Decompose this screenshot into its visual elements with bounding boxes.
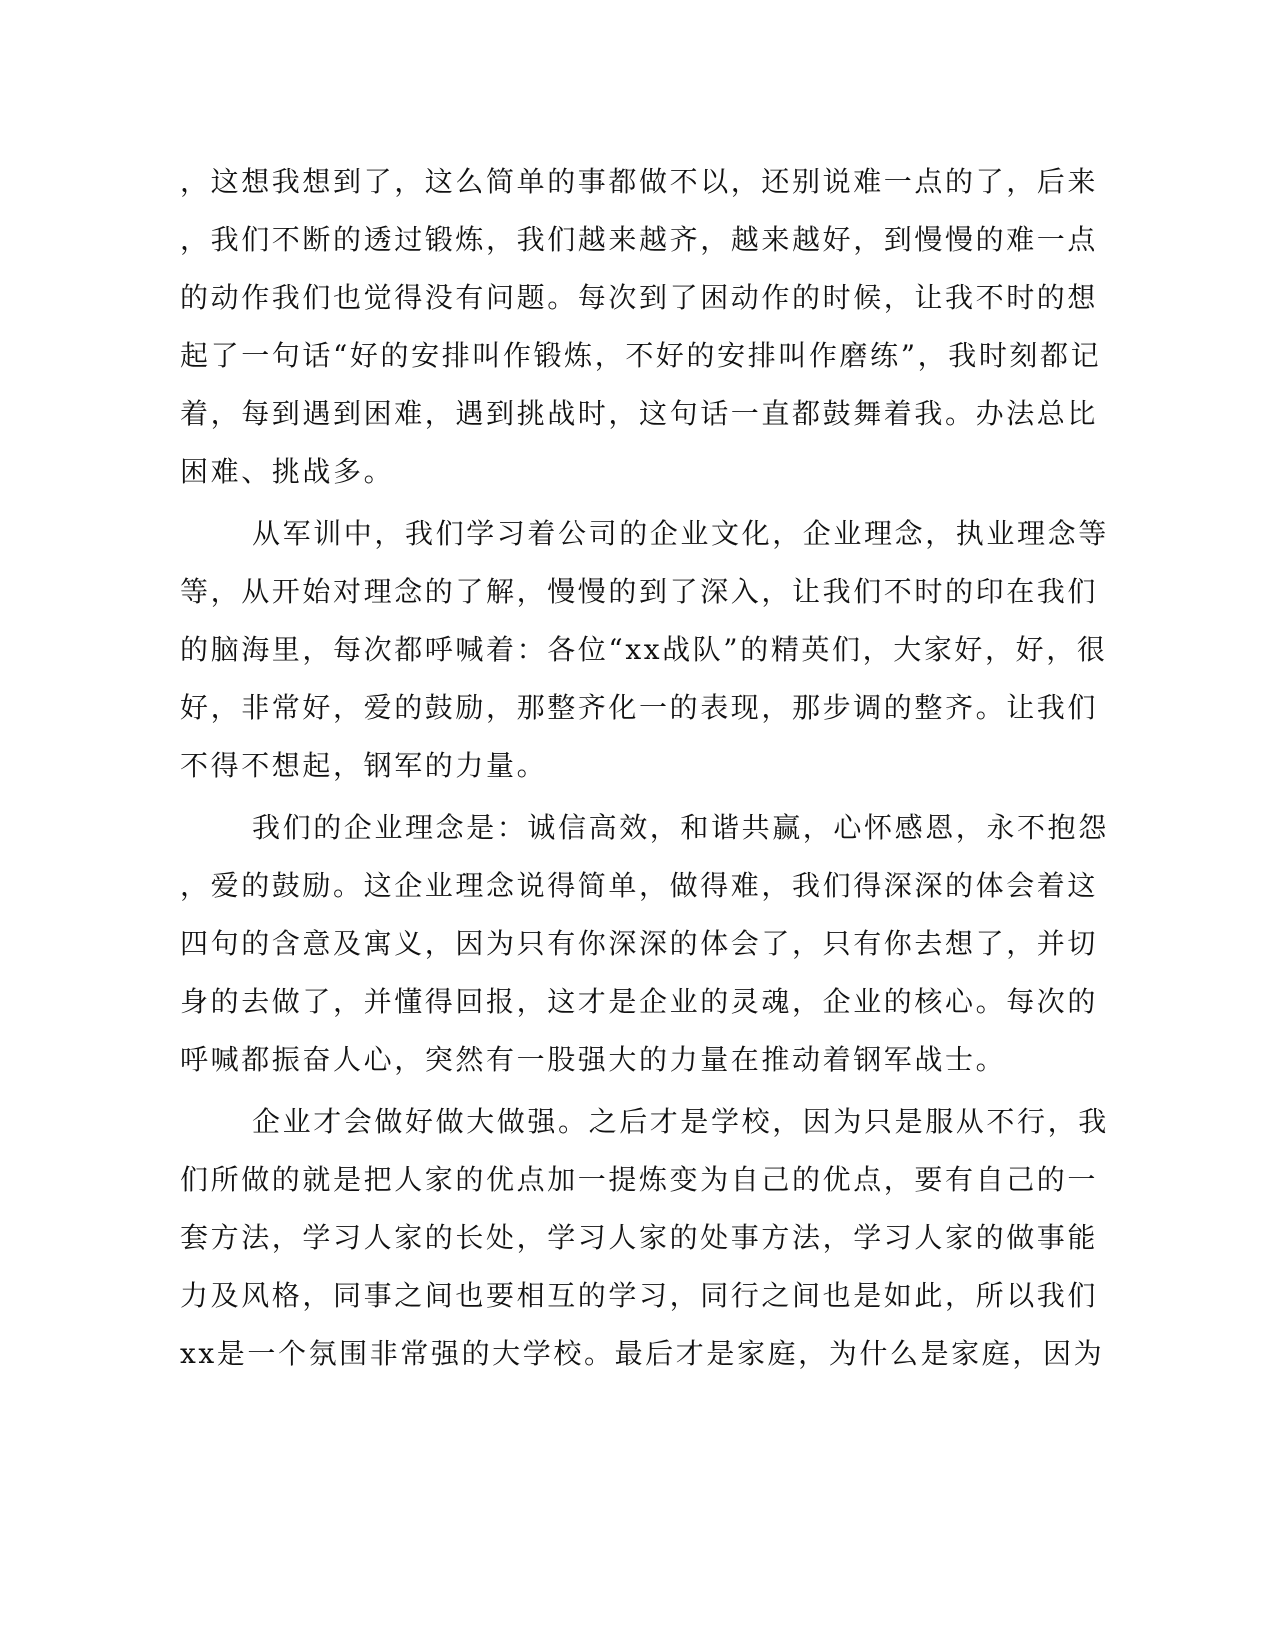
text-line: 的脑海里，每次都呼喊着：各位“xx战队”的精英们，大家好，好，很 [180,633,1108,666]
text-line: 四句的含意及寓义，因为只有你深深的体会了，只有你去想了，并切 [180,927,1099,960]
text-line: ，我们不断的透过锻炼，我们越来越齐，越来越好，到慢慢的难一点 [180,223,1099,256]
text-line: 着，每到遇到困难，遇到挑战时，这句话一直都鼓舞着我。办法总比 [180,397,1099,430]
text-line: 套方法，学习人家的长处，学习人家的处事方法，学习人家的做事能 [180,1221,1099,1254]
text-line: xx是一个氛围非常强的大学校。最后才是家庭，为什么是家庭，因为 [180,1337,1105,1370]
text-line: 起了一句话“好的安排叫作锻炼，不好的安排叫作磨练”，我时刻都记 [180,339,1102,372]
paragraph-first-line: 企业才会做好做大做强。之后才是学校，因为只是服从不行，我 [252,1105,1109,1138]
text-line: 不得不想起，钢军的力量。 [180,749,548,782]
text-line: 困难、挑战多。 [180,455,395,488]
paragraph-first-line: 我们的企业理念是：诚信高效，和谐共赢，心怀感恩，永不抱怨 [252,811,1109,844]
text-line: 好，非常好，爱的鼓励，那整齐化一的表现，那步调的整齐。让我们 [180,691,1099,724]
paragraph-first-line: 从军训中，我们学习着公司的企业文化，企业理念，执业理念等 [252,517,1109,550]
text-line: 呼喊都振奋人心，突然有一股强大的力量在推动着钢军战士。 [180,1043,1007,1076]
text-line: ，爱的鼓励。这企业理念说得简单，做得难，我们得深深的体会着这 [180,869,1099,902]
text-line: 等，从开始对理念的了解，慢慢的到了深入，让我们不时的印在我们 [180,575,1099,608]
text-line: 们所做的就是把人家的优点加一提炼变为自己的优点，要有自己的一 [180,1163,1099,1196]
text-line: 身的去做了，并懂得回报，这才是企业的灵魂，企业的核心。每次的 [180,985,1099,1018]
text-line: 的动作我们也觉得没有问题。每次到了困动作的时候，让我不时的想 [180,281,1099,314]
text-line: ，这想我想到了，这么简单的事都做不以，还别说难一点的了，后来 [180,165,1099,198]
text-line: 力及风格，同事之间也要相互的学习，同行之间也是如此，所以我们 [180,1279,1099,1312]
